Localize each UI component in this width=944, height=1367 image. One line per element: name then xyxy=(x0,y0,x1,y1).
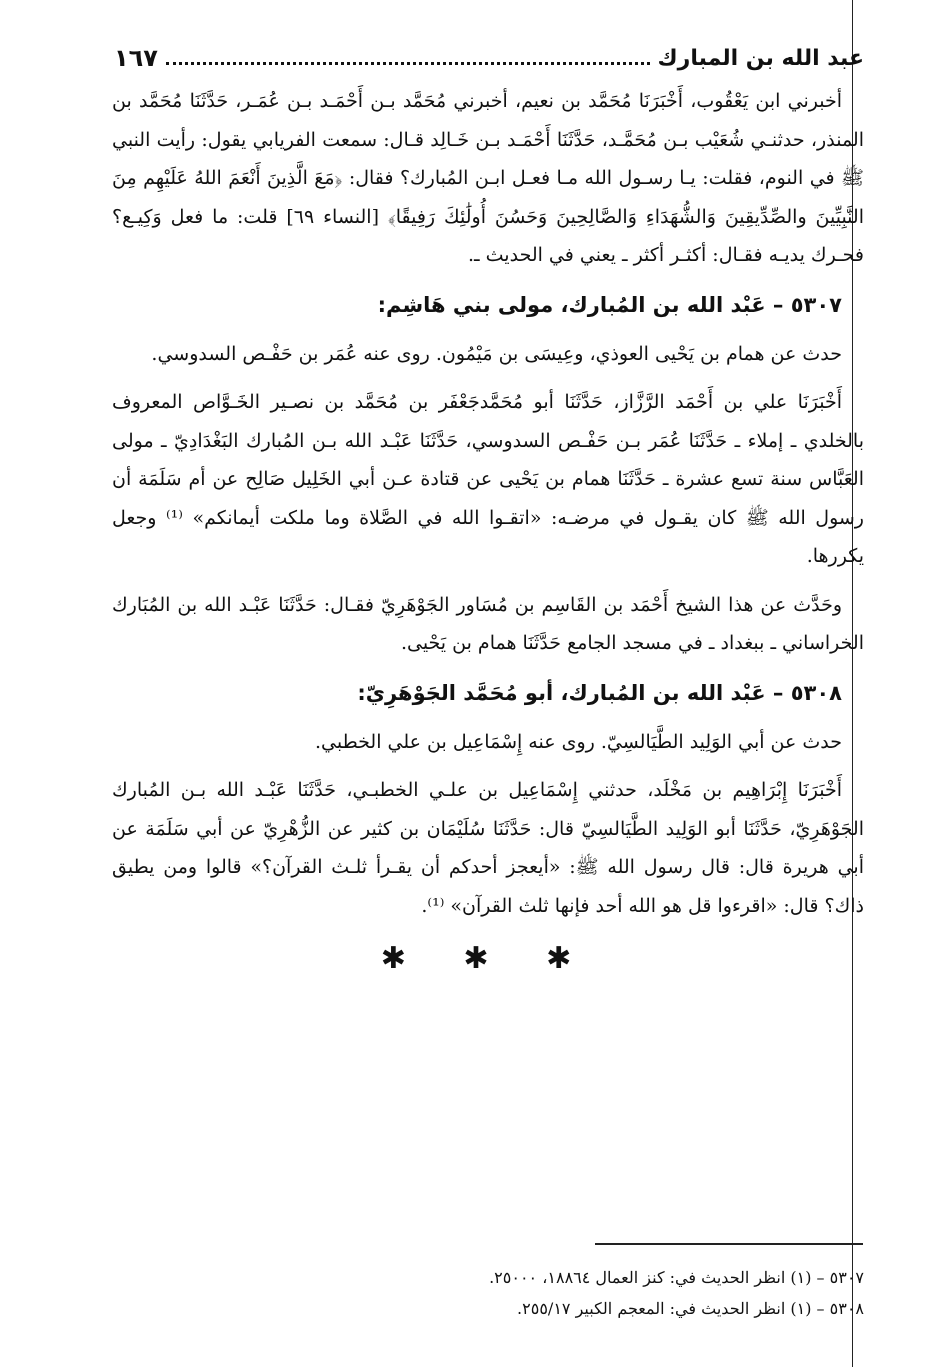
footnote-5307: ٥٣٠٧ – (١) انظر الحديث في: كنز العمال ١٨٨٦٤، ٢٥٠٠٠. xyxy=(489,1268,864,1287)
entry-heading-5308: ٥٣٠٨ – عَبْد الله بن المُبارك، أبو مُحَمَّد الجَوْهَرِيّ: xyxy=(357,680,842,705)
paragraph-5307-alt-chain: وحَدَّث عن هذا الشيخ أَحْمَد بن القَاسِم بن مُسَاور الجَوْهَرِيّ فقـال: حَدَّثَنَا عَبْـد الله بن المُبَارك الخراساني ـ ببغداد ـ في مسجد الجامع حَدَّثَنَا همام بن يَحْيى. xyxy=(112,593,864,654)
footnotes xyxy=(112,1262,864,1324)
page-number: ١٦٧ xyxy=(114,44,158,72)
paragraph-5307-hadith: أَخْبَرَنَا علي بن أَحْمَد الرَّزَّاز، حَدَّثَنَا أبو مُحَمَّدجَعْفَر بن مُحَمَّد بن نصـير الخَـوَّاص المعروف بالخلدي ـ إملاء ـ حَدَّثَنَا عُمَر بـن حَفْـص السدوسي، حَدَّثَنَا عَبْـد الله بـن المُبارك البَغْدَادِيّ ـ مولى العَبَّاس سنة تسع عشرة ـ حَدَّثَنَا همام بن يَحْيى عن قتادة عـن أبي الخَلِيل صَالِح عن أم سَلَمَة أن رسول الله ﷺ كان يقـول في مرضـه: «اتقـوا الله في الصَّلاة وما ملكت أيمانكم» ⁽¹⁾ وجعل يكررها. xyxy=(112,391,864,567)
paragraph-gap xyxy=(112,576,864,586)
paragraph-5307-bio: حدث عن همام بن يَحْيى العوذي، وعِيسَى بن مَيْمُون. روى عنه عُمَر بن حَفْـص السدوسي. xyxy=(151,342,842,365)
paragraph-gap xyxy=(112,761,864,771)
paragraph-intro-narration: أخبرني ابن يَعْقُوب، أَخْبَرَنَا مُحَمَّد بن نعيم، أخبرني مُحَمَّد بـن أَحْمَـد بـن عُمَـر، حَدَّثَنَا مُحَمَّد بن المنذر، حدثنـي شُعَيْب بـن مُحَمَّـد، حَدَّثَنَا أَحْمَـد بـن خَـالِد قـال: سمعت الفريابي يقول: رأيت النبي ﷺ في النوم، فقلت: يـا رسـول الله مـا فعـل ابـن المُبارك؟ فقال: ﴿مَعَ الَّذِينَ أَنْعَمَ اللهُ عَلَيْهِم مِنَ النَّبِيِّينَ والصِّدِّيقِينَ وَالشُّهَدَاءِ وَالصَّالِحِينَ وَحَسُنَ أُولَٰئِكَ رَفِيقًا﴾ [النساء ٦٩] قلت: ما فعل وَكِيـع؟ فحـرك يديـه فقـال: أكثـر أكثر ـ يعني في الحديث ـ. xyxy=(112,90,864,266)
entry-heading-5307: ٥٣٠٧ – عَبْد الله بن المُبارك، مولى بني هَاشِم: xyxy=(377,292,842,317)
main-text xyxy=(112,82,864,976)
paragraph-5308-hadith: أَخْبَرَنَا إِبْرَاهِيم بن مَخْلَد، حدثني إِسْمَاعِيل بن علـي الخطبـي، حَدَّثَنَا عَبْـد الله بـن المُبارك الجَوْهَرِيّ، حَدَّثَنَا أبو الوَلِيد الطَّيَالسِيّ قال: حَدَّثَنَا سُلَيْمَان بن كثير عن الزُّهْرِيّ عن أبي سَلَمَة عن أبي هريرة قال: قال رسول الله ﷺ: «أيعجز أحدكم أن يقـرأ ثلـث القرآن؟» قالوا ومن يطيق ذاك؟ قال: «اقرءوا قل هو الله أحد فإنها ثلث القرآن» ⁽¹⁾. xyxy=(112,779,864,917)
footnote-rule xyxy=(595,1243,863,1245)
paragraph-5308-bio: حدث عن أبي الوَلِيد الطَّيَالسِيّ. روى عنه إِسْمَاعِيل بن علي الخطبي. xyxy=(314,730,842,753)
running-header xyxy=(114,38,864,78)
paragraph-gap xyxy=(112,373,864,383)
header-dot-leader xyxy=(166,62,650,65)
footnote-5308: ٥٣٠٨ – (١) انظر الحديث في: المعجم الكبير ٢٥٥/١٧. xyxy=(517,1299,864,1318)
header-title: عبد الله بن المبارك xyxy=(657,45,864,71)
section-separator-stars: ✱ ✱ ✱ xyxy=(380,941,596,976)
